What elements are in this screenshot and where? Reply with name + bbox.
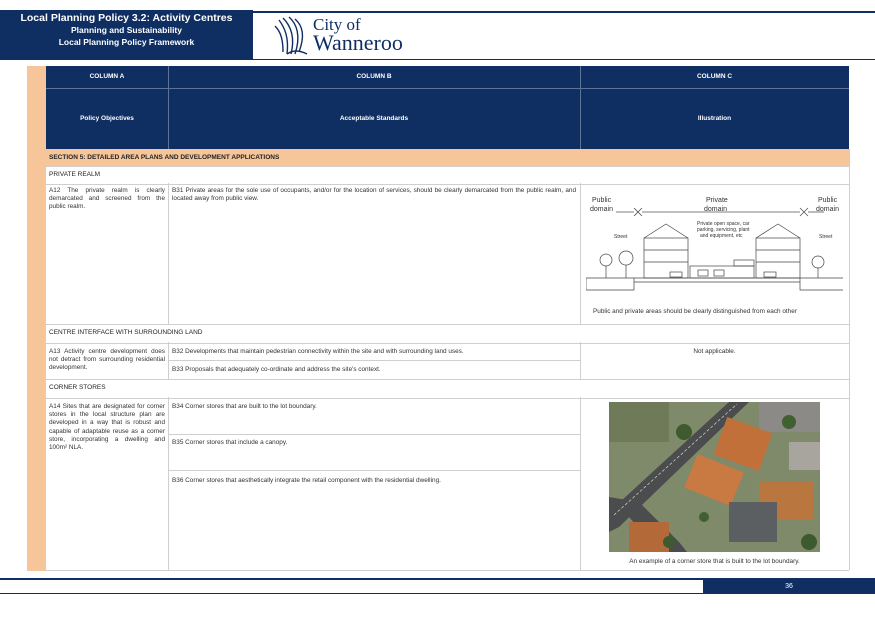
header-divider [46, 88, 849, 89]
private-realm-caption: Public and private areas should be clearly distinguished from each other [593, 308, 797, 315]
column-a-header: COLUMN A [89, 73, 125, 80]
group-heading [46, 166, 849, 185]
header-divider [168, 66, 169, 149]
department-name: Planning and Sustainability [71, 25, 182, 35]
corner-store-aerial-photo [609, 402, 820, 552]
objective-a13: A13 Activity centre development does not detract from surrounding residential development. [49, 348, 165, 372]
diagram-private: Private [706, 197, 728, 204]
diagram-domain-mid: domain [704, 206, 727, 213]
cell-divider [168, 434, 580, 435]
framework-name: Local Planning Policy Framework [58, 37, 195, 47]
corner-stores-heading: CORNER STORES [49, 384, 106, 391]
column-b-header: COLUMN B [356, 73, 392, 80]
illustration-header: Illustration [697, 115, 732, 122]
diagram-street-right: Street [819, 234, 833, 240]
standard-b32: B32 Developments that maintain pedestrian connectivity within the site and with surrounding land uses. [172, 348, 464, 355]
logo-city-of: City of [313, 15, 361, 34]
cell-divider [168, 360, 580, 361]
cell-divider [580, 397, 581, 570]
diagram-note-3: and equipment, etc [700, 233, 743, 239]
corner-store-caption: An example of a corner store that is built to the lot boundary. [629, 558, 800, 565]
cell-divider [580, 183, 581, 324]
column-c-header: COLUMN C [696, 73, 733, 80]
page-number: 36 [703, 580, 875, 594]
cell-divider [168, 470, 580, 471]
diagram-public-right: Public [818, 197, 838, 204]
private-realm-heading: PRIVATE REALM [49, 171, 101, 178]
header-text [0, 12, 253, 48]
diagram-note-2: parking, servicing, plant [697, 227, 750, 233]
header-rule [253, 11, 875, 13]
standard-b31: B31 Private areas for the sole use of occupants, and/or for the location of services, should be clearly demarcated from the public realm, and located away from public view. [172, 187, 576, 203]
objective-a12: A12 The private realm is clearly demarcated and screened from the public realm. [49, 187, 165, 211]
section-title: SECTION 5: DETAILED AREA PLANS AND DEVELOPMENT APPLICATIONS [49, 154, 280, 161]
logo-wanneroo: Wanneroo [313, 30, 403, 55]
standard-b35: B35 Corner stores that include a canopy. [172, 439, 288, 446]
left-accent-bar [27, 66, 46, 571]
header-divider [580, 66, 581, 149]
table-right-border [849, 149, 850, 570]
document-title: Local Planning Policy 3.2: Activity Centres [20, 12, 233, 24]
table-bottom-border [46, 570, 849, 571]
cell-divider [168, 397, 169, 570]
standard-b33: B33 Proposals that adequately co-ordinate and address the site's context. [172, 366, 381, 373]
diagram-street-left: Street [614, 234, 628, 240]
column-title-row [46, 88, 849, 149]
diagram-domain-left: domain [590, 206, 613, 213]
page-header [0, 0, 875, 62]
diagram-note-1: Private open space, car [697, 221, 750, 227]
column-letter-row [46, 66, 849, 88]
cell-divider [580, 342, 581, 379]
cell-divider [168, 342, 169, 379]
acceptable-standards-header: Acceptable Standards [339, 115, 409, 122]
private-realm-diagram [586, 192, 843, 304]
header-rule-bottom [253, 59, 875, 60]
footer-rule-bottom [0, 593, 703, 594]
diagram-public-left: Public [592, 197, 612, 204]
section-heading [46, 149, 849, 166]
objective-a14: A14 Sites that are designated for corner stores in the local structure plan are developed in a way that is robust and capable of adaptable reuse as a corner store, incorporating a dwelling and 100m² NLA. [49, 403, 165, 452]
group-heading [46, 379, 849, 399]
cell-divider [168, 183, 169, 324]
group-heading [46, 324, 849, 344]
standard-b36: B36 Corner stores that aesthetically integrate the retail component with the residential dwelling. [172, 477, 441, 484]
not-applicable-text: Not applicable. [693, 348, 736, 355]
diagram-domain-right: domain [816, 206, 839, 213]
centre-interface-heading: CENTRE INTERFACE WITH SURROUNDING LAND [49, 329, 203, 336]
standard-b34: B34 Corner stores that are built to the lot boundary. [172, 403, 317, 410]
policy-objectives-header: Policy Objectives [80, 115, 134, 122]
